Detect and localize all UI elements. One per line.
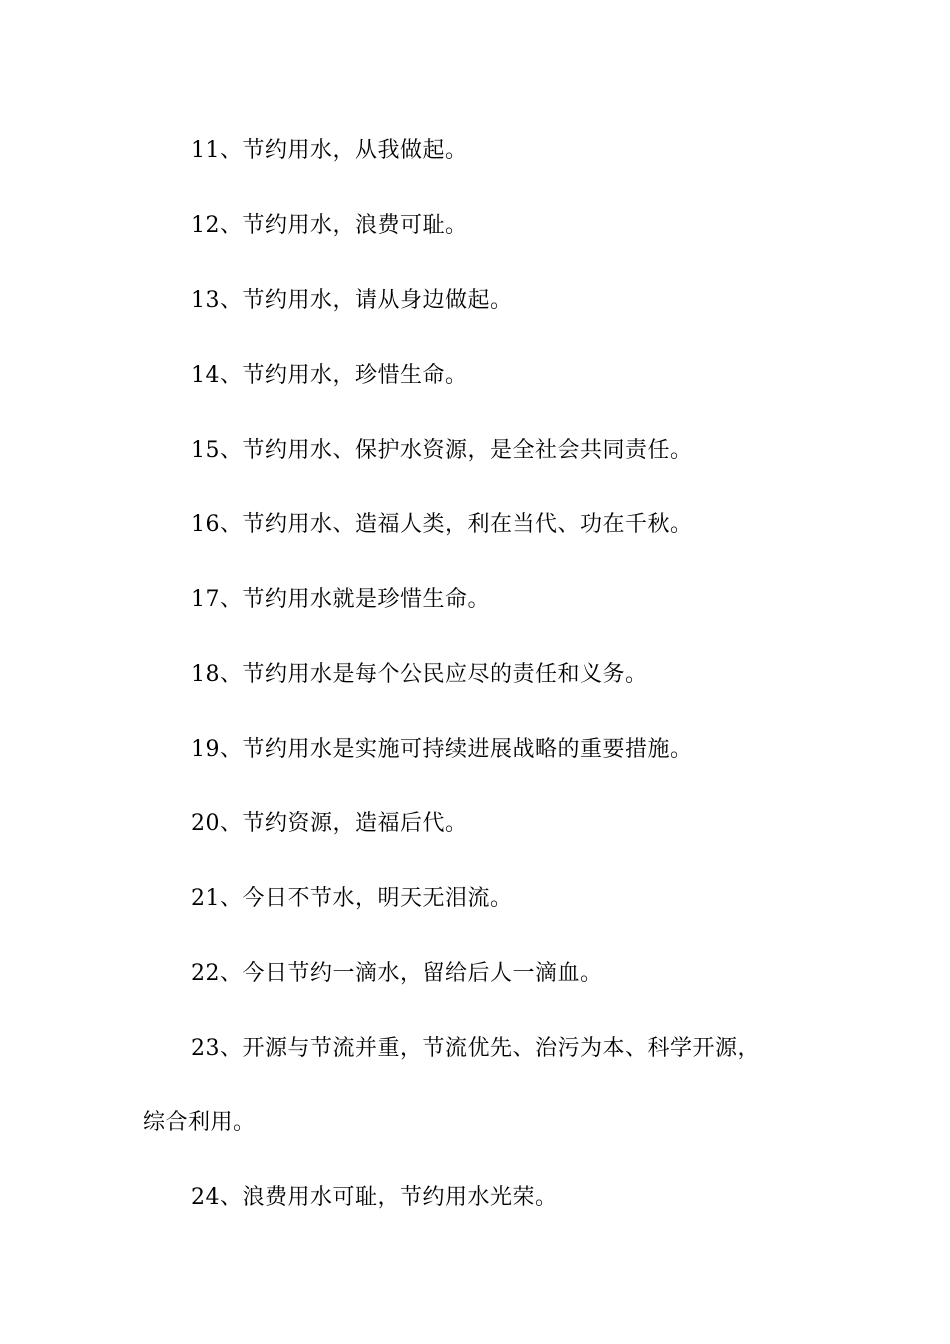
text-line: 15、节约用水、保护水资源，是全社会共同责任。 (191, 438, 693, 463)
text-line: 14、节约用水，珍惜生命。 (191, 363, 468, 388)
text-line: 24、浪费用水可耻，节约用水光荣。 (191, 1185, 558, 1210)
text-line: 16、节约用水、造福人类，利在当代、功在千秋。 (191, 512, 693, 537)
text-line: 23、开源与节流并重，节流优先、治污为本、科学开源， (191, 1036, 760, 1061)
text-line: 17、节约用水就是珍惜生命。 (191, 587, 490, 612)
text-line-continuation: 综合利用。 (143, 1110, 256, 1135)
text-line: 13、节约用水，请从身边做起。 (191, 288, 513, 313)
text-line: 19、节约用水是实施可持续进展战略的重要措施。 (191, 737, 693, 762)
text-line: 11、节约用水，从我做起。 (191, 138, 468, 163)
text-line: 20、节约资源，造福后代。 (191, 811, 468, 836)
text-line: 21、今日不节水，明天无泪流。 (191, 886, 513, 911)
text-line: 12、节约用水，浪费可耻。 (191, 213, 468, 238)
text-line: 18、节约用水是每个公民应尽的责任和义务。 (191, 662, 648, 687)
text-line: 22、今日节约一滴水，留给后人一滴血。 (191, 961, 603, 986)
